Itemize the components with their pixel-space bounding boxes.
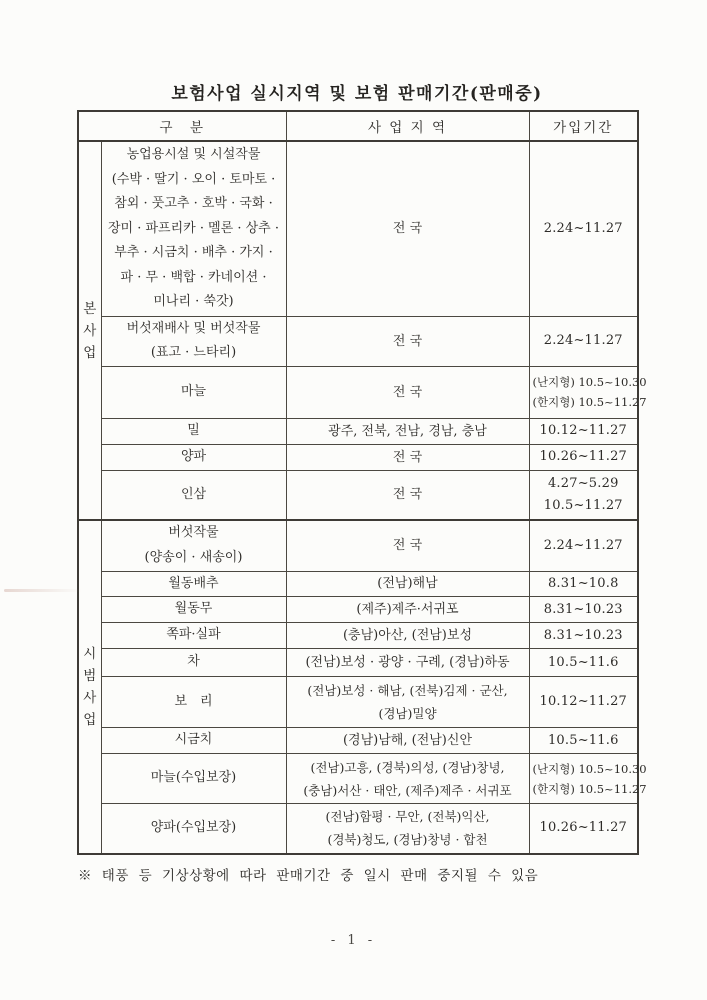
period-cell-line: 10.12~11.27 xyxy=(539,423,628,438)
item-cell-line: 밀 xyxy=(187,422,200,438)
item-cell-line: 참외 · 풋고추 · 호박 · 국화 · xyxy=(114,196,273,211)
table-row xyxy=(78,623,638,649)
table-row xyxy=(78,470,638,520)
period-cell xyxy=(529,804,638,854)
period-cell-line: (난지형) 10.5~10.30 xyxy=(532,375,647,389)
region-cell xyxy=(286,141,529,316)
period-cell xyxy=(529,649,638,677)
insurance-table-wrapper xyxy=(77,110,647,855)
item-cell-line: 시금치 xyxy=(174,732,213,748)
item-cell xyxy=(101,470,286,520)
table-row xyxy=(78,520,638,571)
period-cell-line: (난지형) 10.5~10.30 xyxy=(532,761,647,776)
scan-smudge-artifact xyxy=(4,589,82,592)
footnote: ※ 태풍 등 기상상황에 따라 판매기간 중 일시 판매 중지될 수 있음 xyxy=(78,868,539,884)
period-cell xyxy=(529,418,638,444)
period-cell-line: 10.26~11.27 xyxy=(539,820,628,836)
period-cell-line: 10.26~11.27 xyxy=(539,449,628,464)
item-cell-line: (양송이 · 새송이) xyxy=(144,549,243,565)
item-cell-line: 양파 xyxy=(180,448,207,464)
section-label-pilot xyxy=(78,520,101,854)
page-title: 보험사업 실시지역 및 보험 판매기간(판매중) xyxy=(171,84,543,104)
region-cell-line: 전 국 xyxy=(392,221,423,237)
period-cell-line: 4.27~5.29 xyxy=(547,475,619,491)
period-cell xyxy=(529,623,638,649)
region-cell-line: (전남)함평 · 무안, (전북)익산, xyxy=(325,809,490,825)
item-cell-line: 양파(수입보장) xyxy=(150,820,237,835)
period-cell xyxy=(529,728,638,754)
table-row xyxy=(78,677,638,728)
page-number: - 1 - xyxy=(330,933,377,948)
section-label-char: 업 xyxy=(83,711,97,728)
region-cell-line: (충남)아산, (전남)보성 xyxy=(342,628,473,643)
item-cell xyxy=(101,316,286,366)
table-row xyxy=(78,418,638,444)
item-cell-line: 차 xyxy=(187,654,200,670)
table-row xyxy=(78,728,638,754)
section-label-char: 본 xyxy=(83,300,97,317)
region-cell-line: 전 국 xyxy=(392,333,423,349)
item-cell-line: 미나리 · 쑥갓) xyxy=(153,294,234,309)
period-cell xyxy=(529,597,638,623)
region-cell-line: (경남)밀양 xyxy=(378,706,437,721)
region-cell xyxy=(286,649,529,677)
item-cell xyxy=(101,677,286,728)
table-row xyxy=(78,804,638,854)
region-cell xyxy=(286,728,529,754)
table-body xyxy=(78,141,647,854)
item-cell-line: 인삼 xyxy=(180,486,207,502)
item-cell-line: 장미 · 파프리카 · 멜론 · 상추 · xyxy=(107,220,280,236)
item-cell xyxy=(101,597,286,623)
period-cell-line: 8.31~10.23 xyxy=(543,601,623,617)
region-cell xyxy=(286,470,529,520)
period-cell xyxy=(529,571,638,597)
period-cell-line: (한지형) 10.5~11.27 xyxy=(532,395,647,409)
item-cell-line: 버섯재배사 및 버섯작물 xyxy=(126,320,261,336)
region-cell-line: 전 국 xyxy=(392,538,423,554)
region-cell-line: 광주, 전북, 전남, 경남, 충남 xyxy=(328,423,487,439)
region-cell-line: (전남)보성 · 광양 · 구례, (경남)하동 xyxy=(305,655,510,670)
section-label-char: 사 xyxy=(83,689,97,706)
section-label-char: 사 xyxy=(83,322,97,339)
region-cell-line: 전 국 xyxy=(392,449,423,465)
item-cell-line: (수박 · 딸기 · 오이 · 토마토 · xyxy=(111,171,276,187)
item-cell-line: 버섯작물 xyxy=(168,525,219,541)
period-cell xyxy=(529,754,647,804)
item-cell xyxy=(101,141,286,316)
table-row xyxy=(78,649,638,677)
region-cell-line: (경남)남해, (전남)신안 xyxy=(342,733,473,748)
region-cell-line: (충남)서산 · 태안, (제주)제주 · 서귀포 xyxy=(303,782,512,798)
header-region: 사 업 지 역 xyxy=(286,111,529,141)
insurance-table xyxy=(77,110,647,855)
period-cell xyxy=(529,444,638,470)
region-cell xyxy=(286,571,529,597)
period-cell xyxy=(529,316,638,366)
item-cell-line: (표고 · 느타리) xyxy=(150,345,237,360)
item-cell-line: 쪽파·실파 xyxy=(166,627,221,643)
item-cell xyxy=(101,649,286,677)
region-cell xyxy=(286,444,529,470)
region-cell xyxy=(286,316,529,366)
header-category: 구 분 xyxy=(78,111,286,141)
region-cell-line: (제주)제주·서귀포 xyxy=(356,602,459,617)
region-cell-line: (경북)청도, (경남)창녕 · 합천 xyxy=(327,832,488,848)
region-cell-line: (전남)보성 · 해남, (전북)김제 · 군산, xyxy=(307,683,508,698)
item-cell-line: 마늘(수입보장) xyxy=(150,770,237,786)
table-row xyxy=(78,316,638,366)
item-cell-line: 부추 · 시금치 · 배추 · 가지 · xyxy=(114,245,273,260)
item-cell xyxy=(101,520,286,571)
period-cell-line: 10.5~11.27 xyxy=(543,497,623,513)
table-row xyxy=(78,597,638,623)
period-cell-line: 10.12~11.27 xyxy=(539,694,628,709)
table-row xyxy=(78,754,638,804)
item-cell xyxy=(101,444,286,470)
region-cell xyxy=(286,520,529,571)
table-row xyxy=(78,444,638,470)
item-cell-line: 보 리 xyxy=(174,693,213,709)
item-cell xyxy=(101,571,286,597)
region-cell xyxy=(286,418,529,444)
region-cell-line: 전 국 xyxy=(392,384,423,400)
item-cell xyxy=(101,366,286,418)
section-label-main xyxy=(78,141,101,520)
region-cell xyxy=(286,677,529,728)
region-cell xyxy=(286,366,529,418)
region-cell xyxy=(286,804,529,854)
region-cell-line: (전남)해남 xyxy=(377,576,438,592)
region-cell-line: 전 국 xyxy=(392,487,423,503)
item-cell-line: 월동무 xyxy=(174,601,213,617)
region-cell xyxy=(286,754,529,804)
region-cell xyxy=(286,597,529,623)
section-label-char: 범 xyxy=(83,667,97,684)
period-cell-line: 2.24~11.27 xyxy=(543,537,623,553)
header-period: 가입기간 xyxy=(529,111,638,141)
table-header-row xyxy=(78,111,638,141)
item-cell xyxy=(101,728,286,754)
period-cell-line: 8.31~10.8 xyxy=(547,575,619,591)
item-cell xyxy=(101,623,286,649)
item-cell-line: 월동배추 xyxy=(168,575,219,591)
region-cell-line: (전남)고흥, (경북)의성, (경남)창녕, xyxy=(310,759,505,775)
section-label-char: 업 xyxy=(83,344,97,361)
period-cell xyxy=(529,520,638,571)
table-row xyxy=(78,366,638,418)
period-cell xyxy=(529,366,647,418)
period-cell-line: (한지형) 10.5~11.27 xyxy=(532,781,647,796)
period-cell-line: 10.5~11.6 xyxy=(547,654,619,670)
period-cell-line: 8.31~10.23 xyxy=(543,627,623,643)
item-cell-line: 파 · 무 · 백합 · 카네이션 · xyxy=(120,269,267,285)
period-cell-line: 2.24~11.27 xyxy=(543,333,623,348)
table-row xyxy=(78,141,638,316)
period-cell xyxy=(529,470,638,520)
item-cell xyxy=(101,804,286,854)
period-cell-line: 10.5~11.6 xyxy=(547,732,619,748)
table-row xyxy=(78,571,638,597)
section-label-char: 시 xyxy=(83,645,97,662)
region-cell xyxy=(286,623,529,649)
item-cell xyxy=(101,418,286,444)
period-cell xyxy=(529,141,638,316)
item-cell xyxy=(101,754,286,804)
period-cell-line: 2.24~11.27 xyxy=(543,220,623,236)
period-cell xyxy=(529,677,638,728)
item-cell-line: 마늘 xyxy=(180,383,207,399)
item-cell-line: 농업용시설 및 시설작물 xyxy=(126,147,261,162)
